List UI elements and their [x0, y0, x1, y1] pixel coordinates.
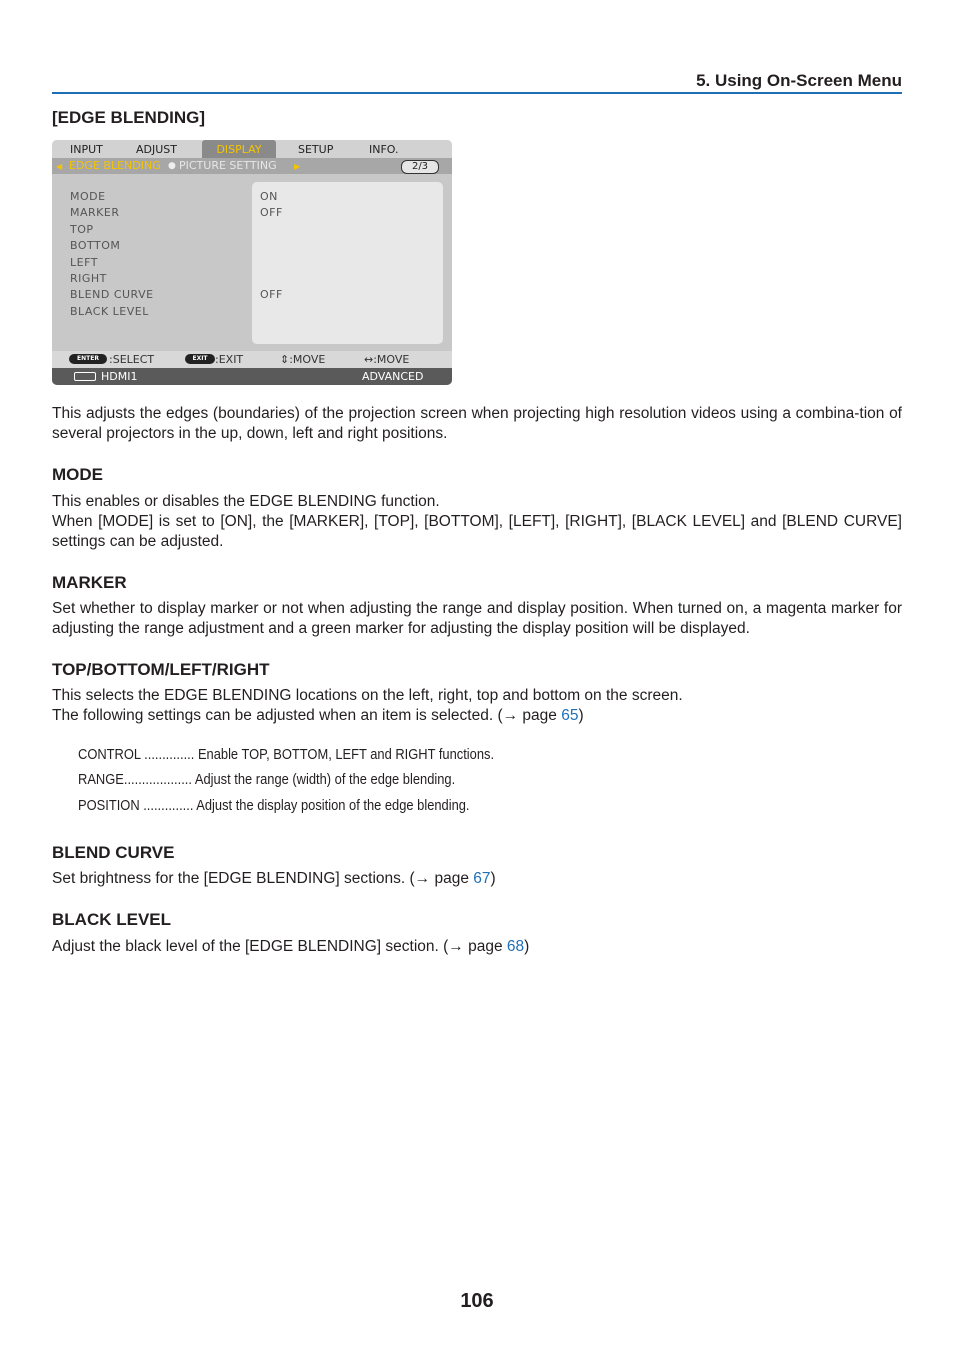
tblr-line-2-text: The following settings can be adjusted when an item is selected. (→ page — [52, 707, 562, 724]
exit-key-icon: EXIT — [185, 354, 215, 364]
mode-line-1: This enables or disables the EDGE BLENDING function. — [52, 493, 440, 510]
left-arrow-icon[interactable]: ◀ — [56, 162, 63, 171]
blend-curve-paragraph — [52, 869, 902, 889]
hdmi-icon — [74, 372, 96, 381]
definition-desc: Enable TOP, BOTTOM, LEFT and RIGHT functions. — [194, 746, 495, 763]
osd-row-bottom-label[interactable]: BOTTOM — [70, 239, 121, 252]
definition-control — [78, 745, 494, 765]
osd-subtab-picture-setting[interactable]: PICTURE SETTING — [179, 159, 277, 172]
osd-hint-select: :SELECT — [109, 353, 155, 366]
black-level-text: Adjust the black level of the [EDGE BLENDING] section. (→ page — [52, 938, 507, 955]
definition-desc: Adjust the display position of the edge blending. — [193, 797, 470, 814]
osd-hint-move-horizontal: ↔:MOVE — [364, 353, 410, 366]
osd-body — [52, 174, 452, 351]
mode-heading: MODE — [52, 465, 103, 484]
osd-row-right-label[interactable]: RIGHT — [70, 272, 107, 285]
osd-subtab-edge-blending[interactable]: EDGE BLENDING — [69, 159, 161, 172]
osd-row-blend-curve-value[interactable]: OFF — [260, 288, 283, 301]
osd-tab-setup[interactable]: SETUP — [298, 143, 334, 156]
black-level-paragraph — [52, 937, 902, 957]
page-number: 106 — [460, 1290, 494, 1312]
osd-row-top-label[interactable]: TOP — [70, 223, 94, 236]
osd-menu — [52, 140, 452, 385]
osd-tab-input[interactable]: INPUT — [70, 143, 103, 156]
blend-curve-text: Set brightness for the [EDGE BLENDING] sections. (→ page — [52, 870, 474, 887]
osd-status-input: HDMI1 — [101, 370, 138, 383]
definition-term: POSITION .............. — [78, 797, 194, 814]
black-level-close: ) — [524, 938, 530, 955]
osd-row-blend-curve-label[interactable]: BLEND CURVE — [70, 288, 154, 301]
mode-line-2: When [MODE] is set to [ON], the [MARKER], [TOP], [BOTTOM], [LEFT], [RIGHT], [BLACK LEVEL] and [BLEND CURVE] settings can be adjusted. — [52, 513, 902, 550]
definition-term: RANGE................... — [78, 771, 192, 788]
osd-page-indicator: 2/3 — [401, 160, 439, 174]
marker-heading: MARKER — [52, 573, 127, 592]
osd-row-black-level-label[interactable]: BLACK LEVEL — [70, 305, 149, 318]
osd-hint-exit: :EXIT — [215, 353, 244, 366]
osd-tab-adjust[interactable]: ADJUST — [136, 143, 177, 156]
enter-key-icon: ENTER — [69, 354, 107, 364]
right-arrow-icon[interactable]: ▶ — [294, 162, 301, 171]
definition-desc: Adjust the range (width) of the edge blending. — [191, 771, 456, 788]
osd-hint-move-vertical: ⇕:MOVE — [280, 353, 326, 366]
page-link-65[interactable]: 65 — [561, 707, 579, 724]
page-link-67[interactable]: 67 — [473, 870, 491, 887]
blend-curve-heading: BLEND CURVE — [52, 843, 175, 862]
osd-status-bar — [52, 368, 452, 385]
osd-subtab-bar — [52, 158, 452, 174]
osd-status-mode: ADVANCED — [362, 370, 424, 383]
chapter-title: 5. Using On-Screen Menu — [696, 71, 902, 90]
tblr-heading: TOP/BOTTOM/LEFT/RIGHT — [52, 660, 270, 679]
osd-tab-info[interactable]: INFO. — [369, 143, 399, 156]
intro-paragraph: This adjusts the edges (boundaries) of the projection screen when projecting high resolution videos using a combina-tion of several projectors in the up, down, left and right positions. — [52, 405, 902, 442]
osd-row-mode-value[interactable]: ON — [260, 190, 278, 203]
osd-tab-display[interactable]: DISPLAY — [202, 140, 276, 158]
tblr-line-1: This selects the EDGE BLENDING locations on the left, right, top and bottom on the screen. — [52, 687, 683, 704]
osd-row-mode-label[interactable]: MODE — [70, 190, 106, 203]
osd-footer — [52, 351, 452, 368]
blend-curve-close: ) — [490, 870, 496, 887]
osd-tab-bar — [52, 140, 452, 158]
definition-position — [78, 796, 470, 816]
definition-range — [78, 770, 455, 790]
osd-row-marker-label[interactable]: MARKER — [70, 206, 120, 219]
bullet-icon: ● — [168, 161, 176, 171]
section-title: [EDGE BLENDING] — [52, 108, 205, 127]
osd-row-left-label[interactable]: LEFT — [70, 256, 98, 269]
black-level-heading: BLACK LEVEL — [52, 910, 171, 929]
marker-paragraph: Set whether to display marker or not when adjusting the range and display position. When turned on, a magenta marker for adjusting the range adjustment and a green marker for adjusting the display position will be displayed. — [52, 600, 902, 637]
osd-row-marker-value[interactable]: OFF — [260, 206, 283, 219]
definition-term: CONTROL .............. — [78, 746, 195, 763]
tblr-line-2 — [52, 706, 902, 726]
tblr-line-2-close: ) — [578, 707, 584, 724]
page-link-68[interactable]: 68 — [506, 938, 525, 955]
header-rule — [52, 92, 902, 94]
